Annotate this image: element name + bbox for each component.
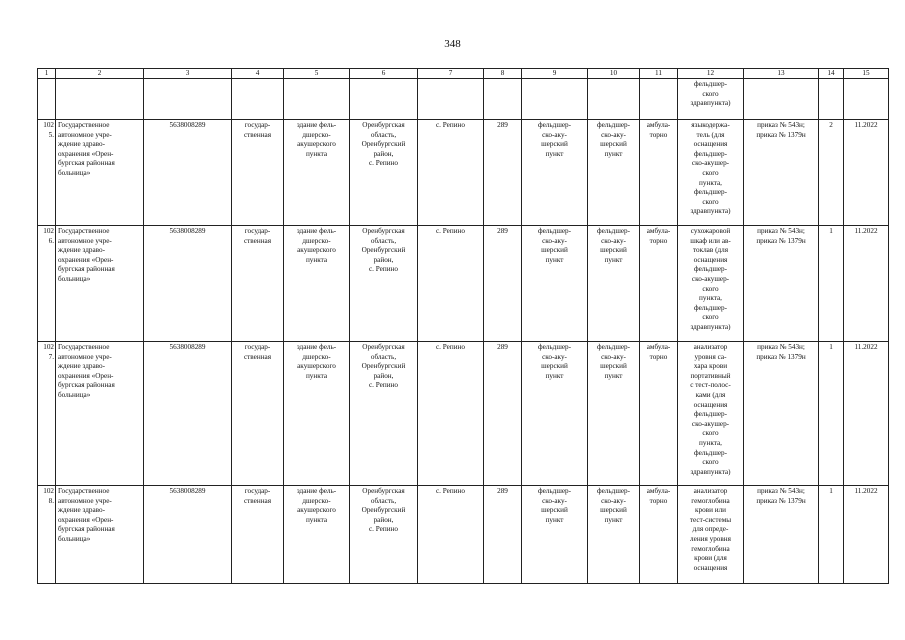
- unit-type: фельдшер- ско-аку- шерский пункт: [588, 120, 640, 226]
- column-header: 8: [484, 69, 522, 79]
- unit: фельдшер- ско-аку- шерский пункт: [522, 120, 588, 226]
- column-header: 9: [522, 69, 588, 79]
- column-header: 12: [678, 69, 744, 79]
- column-header: 7: [418, 69, 484, 79]
- equipment: анализатор уровня са- хара крови портативный с тест-полос- ками (для оснащения фельдшер- ско-акушер- ского пункта, фельдшер- ского здравпункта): [678, 342, 744, 486]
- column-header: 4: [232, 69, 284, 79]
- column-header: 11: [640, 69, 678, 79]
- column-header: 5: [284, 69, 350, 79]
- organization: Государственное автономное учре- ждение здраво- охранения «Орен- бургская районная больница»: [56, 120, 144, 226]
- row-number: 1028.: [38, 486, 56, 584]
- date: 11.2022: [844, 342, 889, 486]
- care-condition: амбула- торно: [640, 226, 678, 342]
- page-number: 348: [444, 38, 461, 50]
- inn: 5638008289: [144, 226, 232, 342]
- building: здание фель- дшерско- акушерского пункта: [284, 342, 350, 486]
- column-header: 10: [588, 69, 640, 79]
- building: здание фель- дшерско- акушерского пункта: [284, 226, 350, 342]
- equipment-table: [37, 68, 889, 584]
- address: Оренбургская область, Оренбургский район, с. Репино: [350, 342, 418, 486]
- unit-type: фельдшер- ско-аку- шерский пункт: [588, 486, 640, 584]
- table-row: [38, 342, 889, 486]
- equipment: анализатор гемоглобина крови или тест-системы для опреде- ления уровня гемоглобина крови (для оснащения: [678, 486, 744, 584]
- code: 289: [484, 120, 522, 226]
- quantity: 1: [819, 342, 844, 486]
- table-row: [38, 226, 889, 342]
- column-header: 3: [144, 69, 232, 79]
- table-row: [38, 120, 889, 226]
- column-number-row: [38, 69, 889, 79]
- quantity: 1: [819, 226, 844, 342]
- order: приказ № 543н; приказ № 1379н: [744, 486, 819, 584]
- settlement: с. Репино: [418, 120, 484, 226]
- date: 11.2022: [844, 486, 889, 584]
- order: приказ № 543н; приказ № 1379н: [744, 120, 819, 226]
- row-number: 1025.: [38, 120, 56, 226]
- column-header: 14: [819, 69, 844, 79]
- quantity: 2: [819, 120, 844, 226]
- unit: фельдшер- ско-аку- шерский пункт: [522, 342, 588, 486]
- column-header: 1: [38, 69, 56, 79]
- row-number: 1027.: [38, 342, 56, 486]
- care-condition: амбула- торно: [640, 342, 678, 486]
- building: здание фель- дшерско- акушерского пункта: [284, 486, 350, 584]
- organization: Государственное автономное учре- ждение здраво- охранения «Орен- бургская районная больница»: [56, 342, 144, 486]
- continuation-equipment: фельдшер- ского здравпункта): [678, 79, 744, 120]
- settlement: с. Репино: [418, 226, 484, 342]
- quantity: 1: [819, 486, 844, 584]
- inn: 5638008289: [144, 342, 232, 486]
- column-header: 2: [56, 69, 144, 79]
- inn: 5638008289: [144, 486, 232, 584]
- column-header: 13: [744, 69, 819, 79]
- settlement: с. Репино: [418, 486, 484, 584]
- unit: фельдшер- ско-аку- шерский пункт: [522, 226, 588, 342]
- care-condition: амбула- торно: [640, 486, 678, 584]
- building: здание фель- дшерско- акушерского пункта: [284, 120, 350, 226]
- address: Оренбургская область, Оренбургский район, с. Репино: [350, 226, 418, 342]
- unit: фельдшер- ско-аку- шерский пункт: [522, 486, 588, 584]
- date: 11.2022: [844, 226, 889, 342]
- care-condition: амбула- торно: [640, 120, 678, 226]
- address: Оренбургская область, Оренбургский район, с. Репино: [350, 486, 418, 584]
- organization: Государственное автономное учре- ждение здраво- охранения «Орен- бургская районная больница»: [56, 226, 144, 342]
- address: Оренбургская область, Оренбургский район, с. Репино: [350, 120, 418, 226]
- unit-type: фельдшер- ско-аку- шерский пункт: [588, 342, 640, 486]
- ownership: государ- ственная: [232, 486, 284, 584]
- code: 289: [484, 342, 522, 486]
- column-header: 6: [350, 69, 418, 79]
- equipment: сухожаровой шкаф или ав- токлав (для оснащения фельдшер- ско-акушер- ского пункта, фельдшер- ского здравпункта): [678, 226, 744, 342]
- order: приказ № 543н; приказ № 1379н: [744, 226, 819, 342]
- column-header: 15: [844, 69, 889, 79]
- inn: 5638008289: [144, 120, 232, 226]
- unit-type: фельдшер- ско-аку- шерский пункт: [588, 226, 640, 342]
- code: 289: [484, 486, 522, 584]
- code: 289: [484, 226, 522, 342]
- table-row: [38, 486, 889, 584]
- date: 11.2022: [844, 120, 889, 226]
- equipment: языкодержа- тель (для оснащения фельдшер- ско-акушер- ского пункта, фельдшер- ского здравпункта): [678, 120, 744, 226]
- continuation-row: [38, 79, 889, 120]
- organization: Государственное автономное учре- ждение здраво- охранения «Орен- бургская районная больница»: [56, 486, 144, 584]
- ownership: государ- ственная: [232, 120, 284, 226]
- ownership: государ- ственная: [232, 226, 284, 342]
- settlement: с. Репино: [418, 342, 484, 486]
- order: приказ № 543н; приказ № 1379н: [744, 342, 819, 486]
- row-number: 1026.: [38, 226, 56, 342]
- ownership: государ- ственная: [232, 342, 284, 486]
